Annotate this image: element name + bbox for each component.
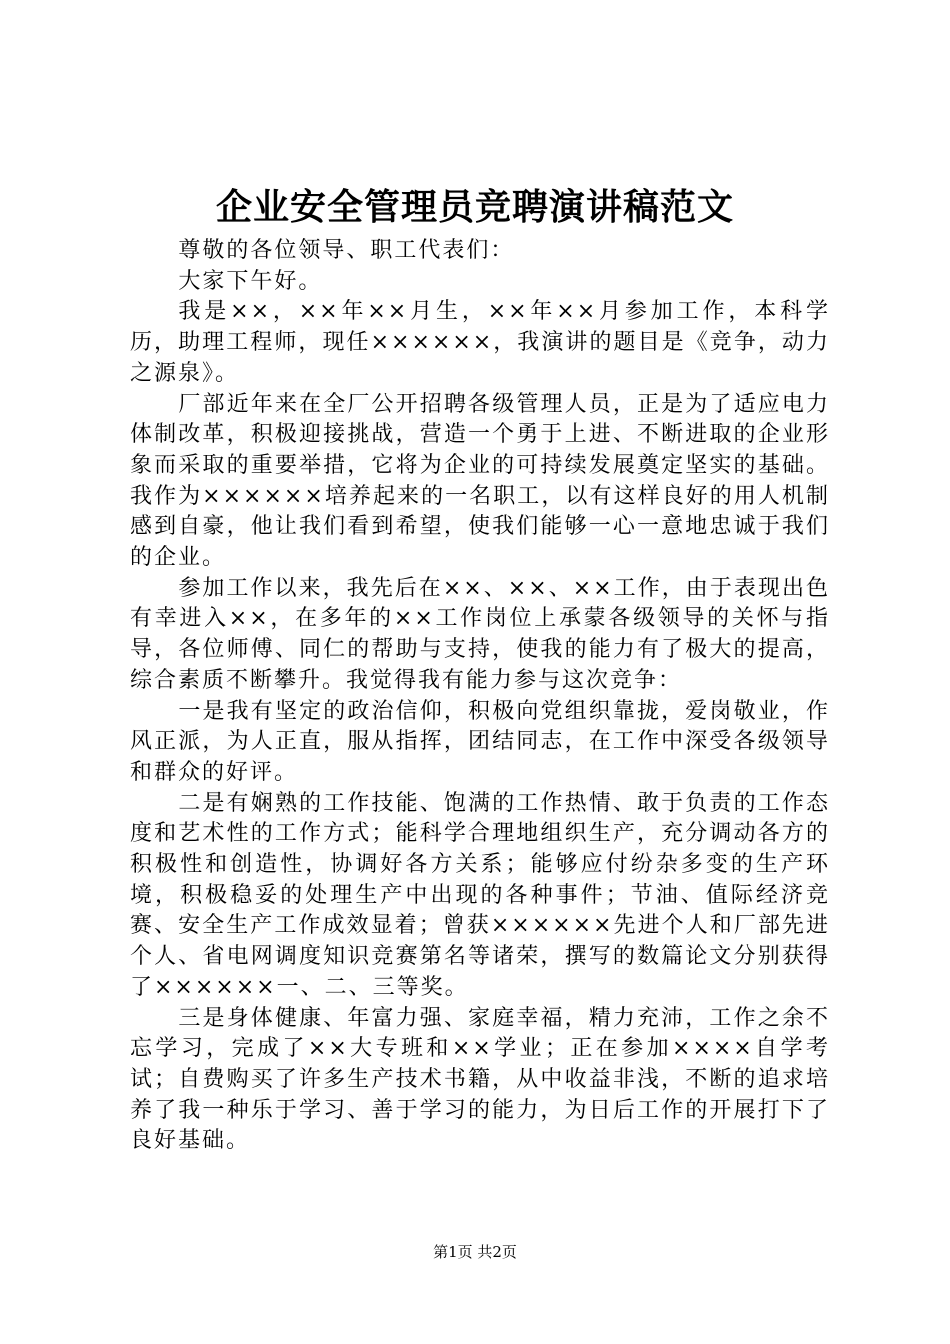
paragraph-point-three: 三是身体健康、年富力强、家庭幸福，精力充沛，工作之余不忘学习，完成了××大专班和××学业；正在参加××××自学考试；自费购买了许多生产技术书籍，从中收益非浅，不断的追求培养了我一种乐于学习、善于学习的能力，为日后工作的开展打下了良好基础。 (130, 1005, 830, 1154)
paragraph-greeting: 尊敬的各位领导、职工代表们： (178, 238, 515, 263)
paragraph-experience: 参加工作以来，我先后在××、××、××工作，由于表现出色有幸进入××，在多年的××工作岗位上承蒙各级领导的关怀与指导，各位师傅、同仁的帮助与支持，使我的能力有了极大的提高，综合素质不断攀升。我觉得我有能力参与这次竞争： (130, 575, 830, 693)
paragraph-introduction: 我是××，××年××月生，××年××月参加工作，本科学历，助理工程师，现任××××××，我演讲的题目是《竞争，动力之源泉》。 (130, 299, 830, 386)
paragraph-salutation: 大家下午好。 (178, 268, 323, 294)
paragraph-point-one: 一是我有坚定的政治信仰，积极向党组织靠拢，爱岗敬业，作风正派，为人正直，服从指挥，团结同志，在工作中深受各级领导和群众的好评。 (130, 698, 830, 785)
document-body (130, 236, 830, 1157)
paragraph-point-two: 二是有娴熟的工作技能、饱满的工作热情、敢于负责的工作态度和艺术性的工作方式；能科学合理地组织生产，充分调动各方的积极性和创造性，协调好各方关系；能够应付纷杂多变的生产环境，积极稳妥的处理生产中出现的各种事件；节油、值际经济竞赛、安全生产工作成效显着；曾获××××××先进个人和厂部先进个人、省电网调度知识竞赛第名等诸荣，撰写的数篇论文分别获得了××××××一、二、三等奖。 (130, 790, 830, 1000)
paragraph-background: 厂部近年来在全厂公开招聘各级管理人员，正是为了适应电力体制改革，积极迎接挑战，营造一个勇于上进、不断进取的企业形象而采取的重要举措，它将为企业的可持续发展奠定坚实的基础。我作为××××××培养起来的一名职工，以有这样良好的用人机制感到自豪，他让我们看到希望，使我们能够一心一意地忠诚于我们的企业。 (130, 391, 830, 571)
page-footer: 第1页 共2页 (433, 1243, 517, 1261)
document-title: 企业安全管理员竞聘演讲稿范文 (215, 186, 734, 228)
